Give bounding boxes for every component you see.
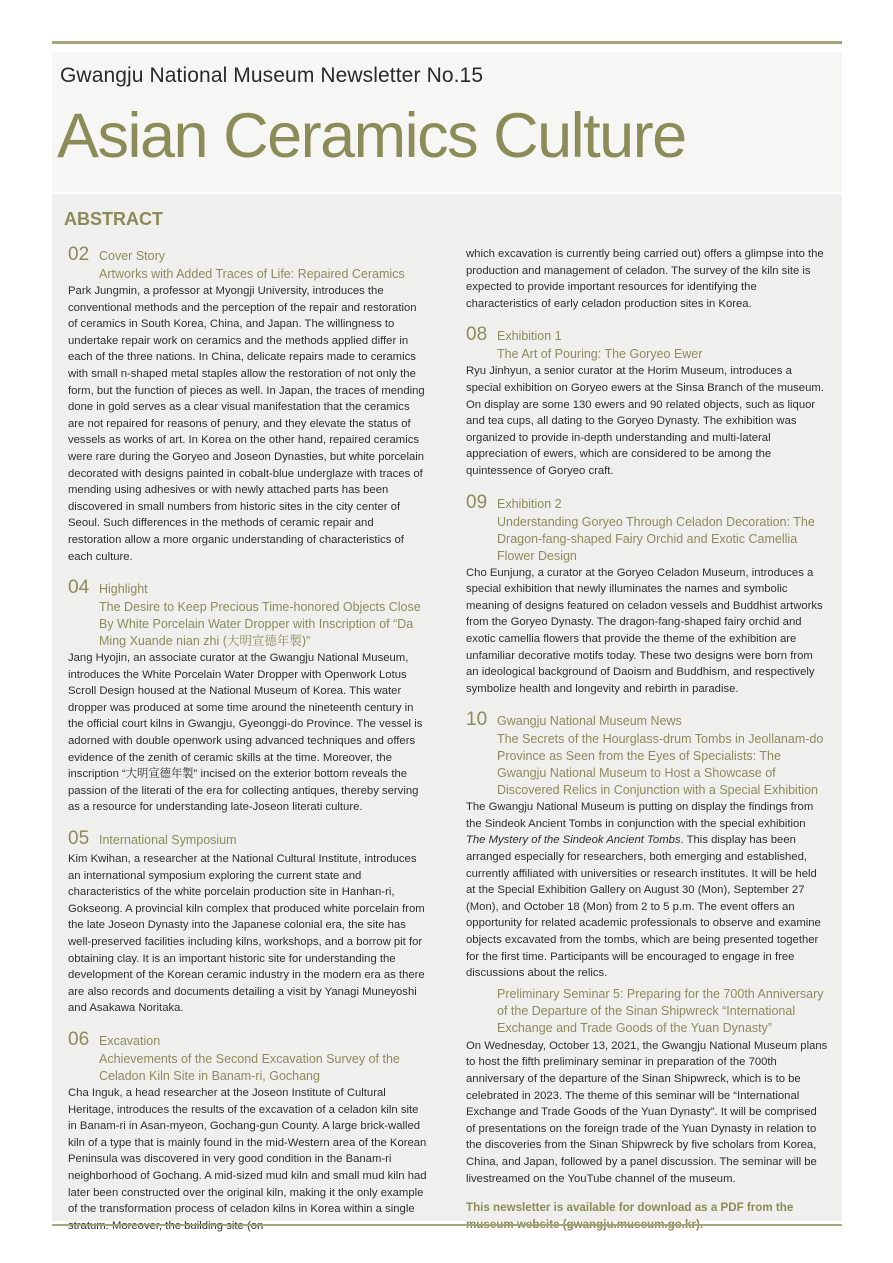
section-number: 06: [68, 1028, 90, 1050]
section-body: Kim Kwihan, a researcher at the National Cultural Institute, introduces an international symposium exploring the current state and characteristics of the white porcelain production site in Hanhan-ri, Gokseong. A provincial kiln complex that produced white porcelain from the late Joseon Dynasty into the Japanese colonial era, the site has well-preserved facilities including kilns, workshops, and a borrow pit for obtaining clay. It is an important historic site for understanding the development of the Korean ceramic industry in the modern era as there are also records and documents detailing a visit by Yanagi Muneyoshi and Asakawa Noritaka.: [68, 853, 425, 1015]
newsletter-name: [60, 64, 483, 88]
body-text: . This display has been arranged especially for researchers, both emerging and established, currently affiliated with universities or research institutes. It will be held at the Special Exhibition Gallery on August 30 (Mon), September 27 (Mon), and October 18 (Mon) from 2 to 5 p.m. The event offers an opportunity for related academic professionals to observe and examine objects excavated from the tombs, which are being presented together for the first time. Participants will be encouraged to engage in free discussions about the relics.: [466, 834, 821, 980]
section-subtitle: Preliminary Seminar 5: Preparing for the 700th Anniversary of the Departure of the Sinan Shipwreck “International Exchange and Trade Goods of the Yuan Dynasty”: [497, 986, 824, 1035]
download-note: This newsletter is available for download as a PDF from the: [466, 1201, 794, 1215]
section-02: [68, 244, 428, 565]
section-body: Cha Inguk, a head researcher at the Joseon Institute of Cultural Heritage, introduces the results of the excavation of a celadon kiln site in Banam-ri in Asan-myeon, Gochang-gun County. A large brick-walled kiln of a type that is mainly found in the mid-Western area of the Korean Peninsula was discovered in very good condition in the Banam-ri neighborhood of Gochang. A mid-sized mud kiln and small mud kiln had later been constructed over the original kiln, making it the only example of the transformation process of celadon kilns in Korea within a single: [68, 1086, 427, 1216]
section-05: [68, 828, 428, 1017]
section-number: 05: [68, 828, 90, 850]
section-body: Park Jungmin, a professor at Myongji University, introduces the conventional methods and the perception of the repair and restoration of ceramics in South Korea, China, and Japan. The willingness to undertake repair work on ceramics and the methods applied differ in each of the three nations. In China, delicate repairs made to ceramics with small n-shaped metal staples allow the restoration of not only the form, but the function of pieces as well. In Japan, the traces of mending done in gold serves as a clear visual manifestation that the ceramics are not repaired for reasons of penury, and they elevate the status of vessels as works of art. In Korea on the other hand, repaired ceramics were rare during the Goryeo and Joseon Dynasties, but white porcelain decorated with designs painted in cobalt-blue underglaze with traces of mending using adhesives or with newly attached parts has been discovered in small numbers from historic sites in the city center of Seoul. Such differences in the methods of ceramic repair and restoration allow a more organic understanding of characteristics of each culture.: [68, 285, 425, 563]
page-title: Asian Ceramics Culture: [57, 101, 686, 171]
section-body: Jang Hyojin, an associate curator at the Gwangju National Museum, introduces the White Porcelain Water Dropper with Openwork Lotus Scroll Design housed at the National Museum of Korea. This water dropper was produced at some time around the nineteenth century in the official court kilns in Gwangju, Gyeonggi-do Province. The vessel is adorned with double openwork using advanced techniques and offers evidence of the zenith of ceramic skills at the time. Moreover, the inscription “大明宣德年製” incised on the exterior bottom reveals the passion of the literati of the era for collecting antiques, thereby serving as a resource for understanding late-Joseon literati culture.: [68, 652, 423, 814]
section-number: 04: [68, 577, 90, 599]
section-body: [466, 799, 828, 982]
section-body: Ryu Jinhyun, a senior curator at the Horim Museum, introduces a special exhibition on Goryeo ewers at the Sinsa Branch of the museum. On display are some 130 ewers and 90 related objects, such as liquor and tea cups, all dating to the Goryeo Dynasty. The exhibition was organized to provide in-depth understanding and multi-lateral appreciation of ewers, which are considered to be among the quintessence of Goryeo craft.: [466, 365, 824, 477]
section-category: Cover Story: [99, 249, 165, 263]
section-category: Gwangju National Museum News: [497, 714, 682, 729]
section-06-continued: which excavation is currently being carried out) offers a glimpse into the production and management of celadon. The survey of the kiln site is expected to provide important resources for identifying the characteristics of early celadon production sites in Korea.: [466, 248, 824, 310]
section-04: [68, 577, 428, 816]
abstract-heading: ABSTRACT: [64, 209, 163, 229]
bottom-rule: [52, 1224, 842, 1226]
left-column: [68, 244, 428, 1246]
section-08: [466, 324, 828, 479]
section-title: The Desire to Keep Precious Time-honored Objects Close By White Porcelain Water Dropper with Inscription of “Da Ming Xuande nian zhi (大明宣德年製)”: [99, 600, 421, 649]
newsletter-title: Gwangju National Museum Newsletter: [60, 64, 421, 87]
section-number: 10: [466, 709, 488, 731]
issue-number: No.15: [426, 64, 484, 87]
section-09: [466, 492, 828, 698]
exhibition-title: The Mystery of the Sindeok Ancient Tombs: [466, 834, 681, 847]
section-number: 08: [466, 324, 488, 346]
section-number: 09: [466, 491, 488, 513]
section-title: Artworks with Added Traces of Life: Repaired Ceramics: [99, 267, 405, 281]
top-rule: [52, 41, 842, 44]
section-10: [466, 709, 828, 1187]
section-body: Cho Eunjung, a curator at the Goryeo Celadon Museum, introduces a special exhibition that newly illuminates the names and symbolic meaning of designs featured on celadon vessels and Buddhist artworks from the Goryeo Dynasty. The dragon-fang-shaped fairy orchid and exotic camellia flowers that provide the theme of the exhibition are unfamiliar decorative motifs today. These two designs were born from an ideological background of Daoism and Buddhism, and respectively symbolize health and longevity and rebirth in paradise.: [466, 566, 823, 695]
section-category: Exhibition 1: [497, 329, 562, 344]
section-category: Exhibition 2: [497, 496, 562, 511]
section-category: International Symposium: [99, 833, 237, 848]
section-title: Achievements of the Second Excavation Survey of the Celadon Kiln Site in Banam-ri, Gochang: [99, 1051, 400, 1083]
section-title: The Art of Pouring: The Goryeo Ewer: [497, 347, 703, 362]
body-text: The Gwangju National Museum is putting on display the findings from the Sindeok Ancient Tombs in conjunction with the special exhibition: [466, 801, 814, 830]
section-06: [68, 1029, 428, 1234]
section-title: Understanding Goryeo Through Celadon Decoration: The Dragon-fang-shaped Fairy Orchid and Exotic Camellia Flower Design: [497, 514, 815, 563]
section-body: On Wednesday, October 13, 2021, the Gwangju National Museum plans to host the fifth preliminary seminar in preparation of the 700th anniversary of the departure of the Sinan Shipwreck, which is to be celebrated in 2023. The theme of this seminar will be “International Exchange and Trade Goods of the Yuan Dynasty”. It will be comprised of presentations on the foreign trade of the Yuan Dynasty in relation to the discoveries from the Sinan Shipwreck by five scholars from Korea, China, and Japan, followed by a panel discussion. The seminar will be livestreamed on the YouTube channel of the museum.: [466, 1039, 828, 1185]
section-category: Highlight: [99, 582, 148, 597]
right-column: [466, 246, 828, 1233]
section-title: The Secrets of the Hourglass-drum Tombs in Jeollanam-do Province as Seen from the Eyes of Specialists: The Gwangju National Museum to Host a Showcase of Discovered Relics in Conjunction with a Special Exhibition: [497, 732, 824, 798]
section-number: 02: [68, 244, 90, 265]
section-category: Excavation: [99, 1033, 161, 1048]
